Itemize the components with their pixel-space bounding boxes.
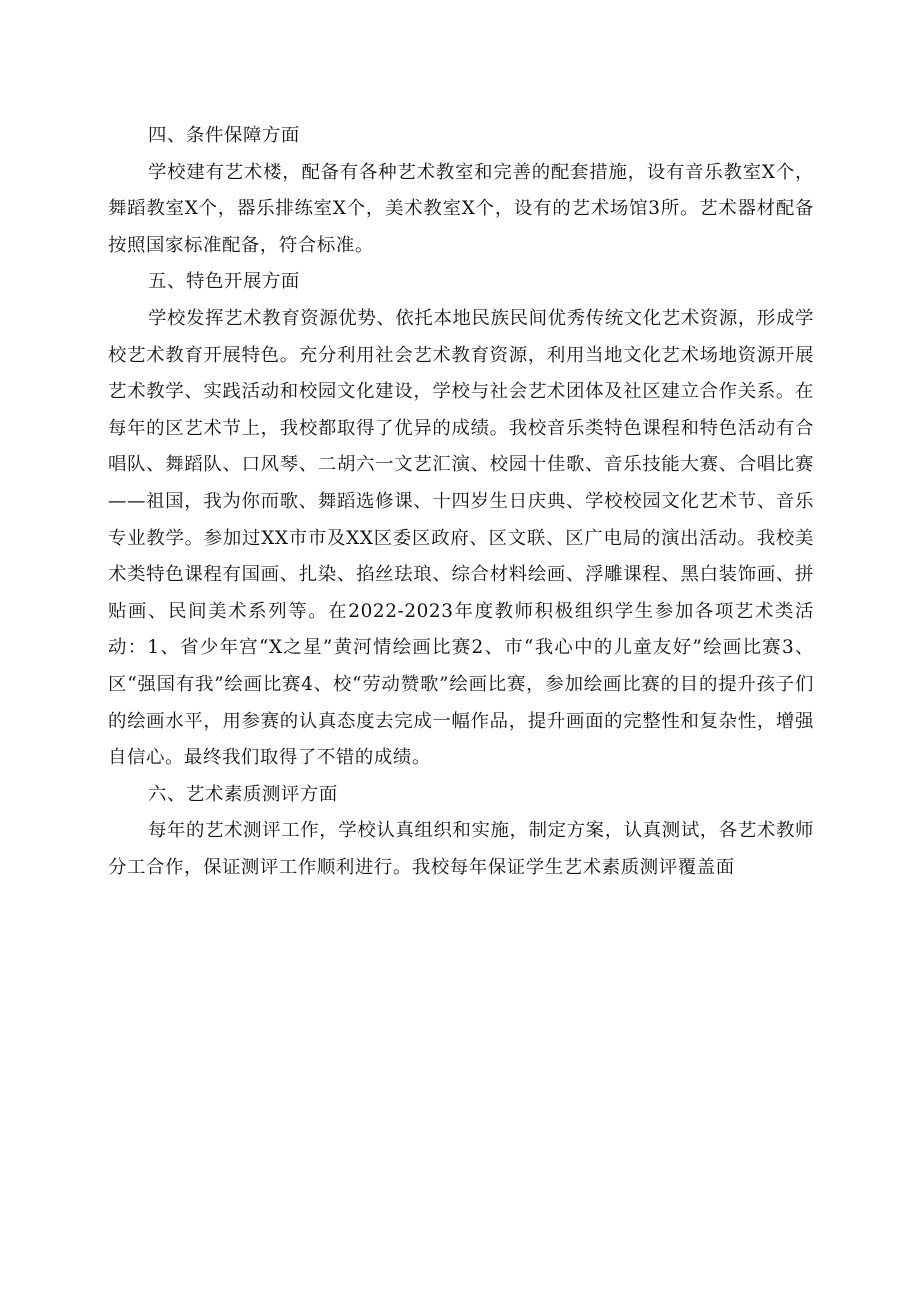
section-features <box>108 264 814 776</box>
section-assessment <box>108 777 814 887</box>
section-heading-features: 五、特色开展方面 <box>148 271 300 293</box>
section-paragraph-assessment: 每年的艺术测评工作，学校认真组织和实施，制定方案，认真测试，各艺术教师分工合作，保证测评工作顺利进行。我校每年保证学生艺术素质测评覆盖面 <box>108 820 814 878</box>
section-conditions <box>108 118 814 264</box>
section-heading-assessment: 六、艺术素质测评方面 <box>148 783 338 805</box>
document-page <box>108 118 814 886</box>
section-heading-conditions: 四、条件保障方面 <box>148 125 300 146</box>
section-paragraph-features: 学校发挥艺术教育资源优势、依托本地民族民间优秀传统文化艺术资源，形成学校艺术教育开展特色。充分利用社会艺术教育资源，利用当地文化艺术场地资源开展艺术教学、实践活动和校园文化建设，学校与社会艺术团体及社区建立合作关系。在每年的区艺术节上，我校都取得了优异的成绩。我校音乐类特色课程和特色活动有合唱队、舞蹈队、口风琴、二胡六一文艺汇演、校园十佳歌、音乐技能大赛、合唱比赛——祖国，我为你而歌、舞蹈选修课、十四岁生日庆典、学校校园文化艺术节、音乐专业教学。参加过XX市市及XX区委区政府、区文联、区广电局的演出活动。我校美术类特色课程有国画、扎染、掐丝珐琅、综合材料绘画、浮雕课程、黑白装饰画、拼贴画、民间美术系列等。在2022-2023年度教师积极组织学生参加各项艺术类活动：1、省少年宫“X之星”黄河情绘画比赛2、市“我心中的儿童友好”绘画比赛3、区“强国有我”绘画比赛4、校“劳动赞歌”绘画比赛，参加绘画比赛的目的提升孩子们的绘画水平，用参赛的认真态度去完成一幅作品，提升画面的完整性和复杂性，增强自信心。最终我们取得了不错的成绩。 <box>108 307 814 769</box>
section-paragraph-conditions: 学校建有艺术楼，配备有各种艺术教室和完善的配套措施，设有音乐教室X个，舞蹈教室X个，器乐排练室X个，美术教室X个，设有的艺术场馆3所。艺术器材配备按照国家标准配备，符合标准。 <box>108 161 814 256</box>
